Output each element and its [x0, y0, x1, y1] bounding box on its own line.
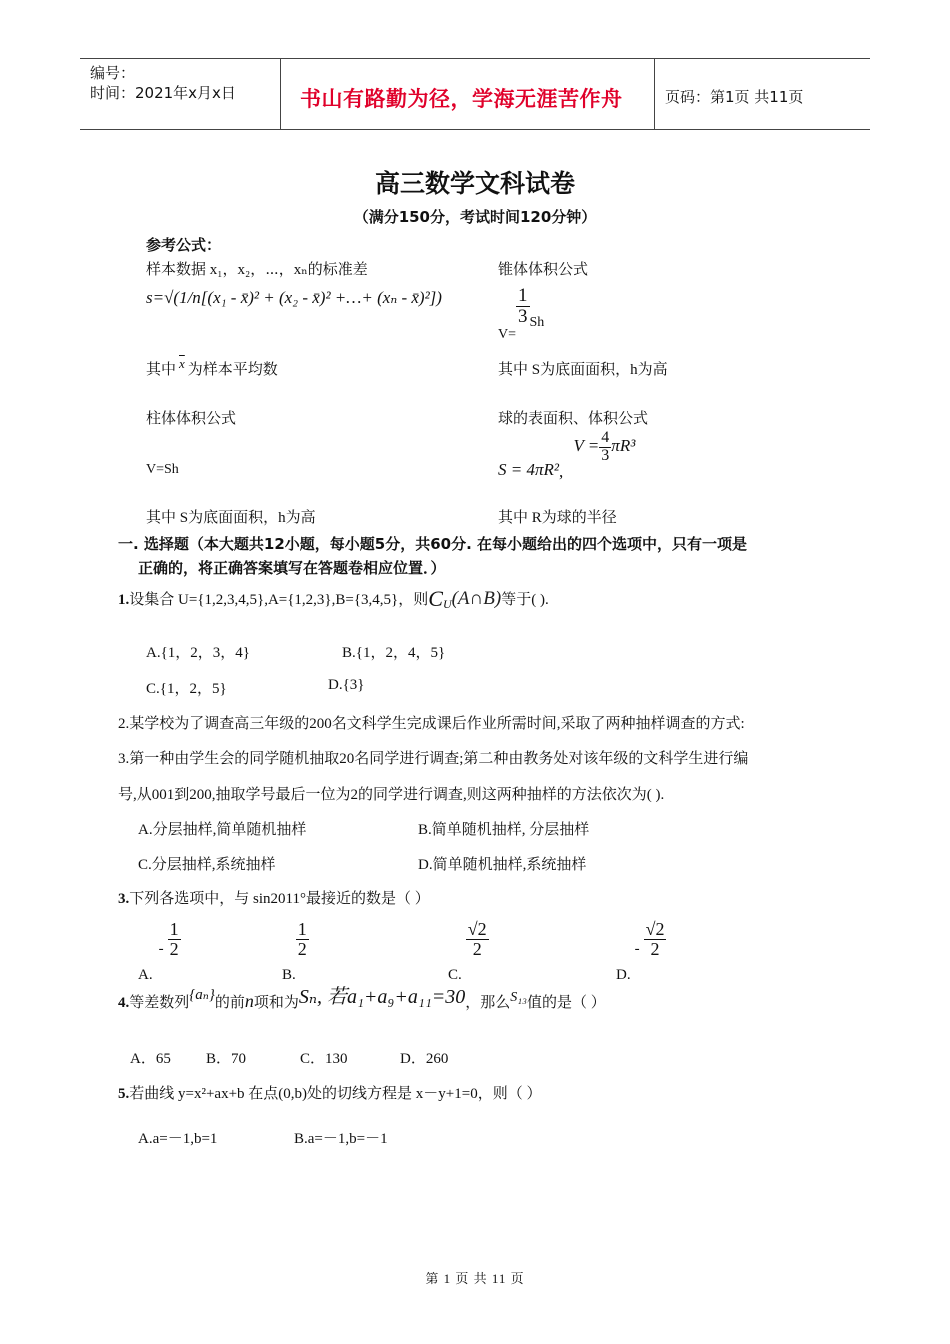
q3-option-a-fraction — [168, 920, 181, 959]
cone-fraction — [516, 286, 530, 327]
q1-option-a: A.{1，2，3，4} — [146, 645, 250, 661]
prism-note: 其中 S为底面面积，h为高 — [146, 510, 316, 526]
sphere-vol-den: 3 — [601, 446, 610, 464]
q2-option-a: A.分层抽样,简单随机抽样 — [138, 822, 307, 838]
q4-option-a: A．65 — [130, 1051, 171, 1067]
q1-stem — [118, 584, 549, 612]
cone-suffix: Sh — [529, 314, 545, 330]
q2-option-b: B.简单随机抽样, 分层抽样 — [418, 822, 590, 838]
q5-stem — [118, 1082, 541, 1103]
page-footer: 第 1 页 共 11 页 — [425, 1271, 525, 1286]
q3-option-d — [616, 919, 666, 983]
q3-option-a-den: 2 — [169, 938, 179, 959]
q4-seq: {aₙ} — [189, 987, 215, 1003]
q1-option-d: D.{3} — [328, 677, 365, 693]
q2-line3: 号,从001到200,抽取学号最后一位为2的同学进行调查,则这两种抽样的方法依次为( ). — [118, 787, 665, 803]
q3-option-a-label: A. — [138, 966, 153, 983]
q1-number: 1. — [118, 592, 130, 608]
q3-option-b — [282, 919, 309, 983]
cone-label: 锥体体积公式 — [498, 262, 589, 278]
q5-option-a: A.a=－1,b=1 — [138, 1131, 218, 1147]
q2-option-d: D.简单随机抽样,系统抽样 — [418, 857, 587, 873]
q2-line1: 2.某学校为了调查高三年级的200名文科学生完成课后作业所需时间,采取了两种抽样调查的方式: — [118, 716, 745, 732]
q4-stem-mid: 的前 — [214, 995, 245, 1011]
q5-stem-text: 若曲线 y=x²+ax+b 在点(0,b)处的切线方程是 x－y+1=0，则（ ） — [129, 1086, 542, 1102]
formulas-heading: 参考公式： — [146, 236, 222, 254]
q5-option-b: B.a=－1,b=－1 — [294, 1131, 388, 1147]
q4-option-c: C．130 — [300, 1051, 348, 1067]
prism-label: 柱体体积公式 — [146, 411, 237, 427]
q3-option-d-num: √2 — [645, 919, 665, 939]
q2-option-c: C.分层抽样,系统抽样 — [138, 857, 276, 873]
mean-note-prefix: 其中 — [146, 362, 177, 378]
cone-den: 3 — [518, 305, 528, 327]
q1-stem-suffix: 等于( ). — [501, 592, 549, 608]
sphere-vol-suffix: πR³ — [611, 436, 636, 456]
header-motto: 书山有路勤为径，学海无涯苦作舟 — [300, 87, 623, 111]
header-time-label: 时间：2021年x月x日 — [90, 84, 236, 102]
q3-stem-text: 下列各选项中，与 sin2011°最接近的数是（ ） — [129, 891, 430, 907]
q4-s13: S₁₃ — [510, 990, 528, 1005]
sphere-vol-fraction — [599, 430, 611, 465]
sphere-area: S = 4πR² — [498, 460, 559, 480]
mean-symbol: $\overline{x}$ — [179, 356, 185, 371]
q1-expr: C — [428, 586, 443, 611]
q4-stem-suffix: 值的是（ ） — [527, 995, 606, 1011]
q3-option-c — [448, 919, 489, 983]
q1-stem-text: 设集合 U={1,2,3,4,5},A={1,2,3},B={3,4,5}，则 — [129, 592, 429, 608]
header-divider — [654, 59, 655, 129]
cone-note: 其中 S为底面面积，h为高 — [498, 362, 668, 378]
q3-stem — [118, 887, 430, 908]
mean-note — [146, 358, 278, 379]
q3-option-a — [138, 919, 181, 983]
header-divider — [280, 59, 281, 129]
sphere-comma: , — [558, 462, 564, 482]
sphere-label: 球的表面积、体积公式 — [498, 411, 649, 427]
sphere-note: 其中 R为球的半径 — [498, 510, 617, 526]
std-dev-label: 样本数据 x₁，x₂，⋯，xₙ的标准差 — [146, 262, 368, 278]
q4-sum-expr: Sₙ, 若a₁+a₉+a₁₁=30 — [298, 986, 466, 1008]
q5-number: 5. — [118, 1086, 130, 1102]
sphere-formula — [498, 429, 636, 482]
q3-option-d-sign: - — [634, 940, 640, 957]
q1-option-c: C.{1，2，5} — [146, 681, 227, 697]
q3-option-b-den: 2 — [297, 938, 307, 959]
q4-stem-text: 等差数列 — [129, 995, 190, 1011]
q3-option-c-fraction — [466, 920, 489, 959]
sphere-vol-num: 4 — [601, 429, 610, 446]
page-title: 高三数学文科试卷 — [374, 169, 575, 198]
q3-option-b-fraction — [296, 920, 309, 959]
header-table — [80, 58, 870, 130]
sphere-vol-prefix: V = — [573, 436, 600, 456]
cone-num: 1 — [518, 285, 528, 306]
q3-option-b-num: 1 — [297, 919, 307, 939]
q3-option-d-den: 2 — [650, 938, 660, 959]
header-page-info: 页码：第1页 共11页 — [665, 88, 804, 106]
q3-number: 3. — [118, 891, 130, 907]
q4-option-d: D．260 — [400, 1051, 449, 1067]
q3-option-c-num: √2 — [467, 919, 487, 939]
q3-option-d-fraction — [644, 920, 667, 959]
q4-n: n — [244, 991, 254, 1011]
q3-option-a-num: 1 — [169, 919, 179, 939]
q1-option-b: B.{1，2，4，5} — [342, 645, 446, 661]
cone-formula — [498, 285, 545, 342]
q4-stem-mid2: 项和为 — [253, 995, 299, 1011]
q2-line2: 3.第一种由学生会的同学随机抽取20名同学进行调查;第二种由教务处对该年级的文科学生进行编 — [118, 751, 749, 767]
q1-expr-sub: U — [442, 597, 452, 611]
cone-prefix: V= — [498, 326, 517, 342]
header-left — [90, 63, 236, 129]
page-subtitle: （满分150分，考试时间120分钟） — [353, 208, 597, 226]
prism-formula: V=Sh — [146, 462, 179, 477]
section1-heading-line1: 一. 选择题（本大题共12小题，每小题5分，共60分. 在每小题给出的四个选项中，只有一项是 — [118, 535, 748, 553]
header-number-label: 编号： — [90, 64, 136, 82]
q4-stem — [118, 984, 606, 1013]
q3-option-c-den: 2 — [472, 938, 482, 959]
q3-option-a-sign: - — [158, 940, 164, 957]
mean-note-suffix: 为样本平均数 — [187, 362, 278, 378]
q3-option-c-label: C. — [448, 966, 462, 983]
q4-number: 4. — [118, 995, 130, 1011]
q4-stem-mid3: ，那么 — [465, 995, 511, 1011]
q4-option-b: B．70 — [206, 1051, 247, 1067]
std-dev-formula: s=√(1/n[(x₁ - x̄)² + (x₂ - x̄)² +…+ (xₙ - x̄)²]) — [146, 288, 442, 307]
q3-option-d-label: D. — [616, 966, 631, 983]
q3-option-b-label: B. — [282, 966, 296, 983]
q1-expr-body: (A∩B) — [451, 588, 502, 609]
section1-heading-line2: 正确的，将正确答案填写在答题卷相应位置．） — [138, 559, 446, 577]
